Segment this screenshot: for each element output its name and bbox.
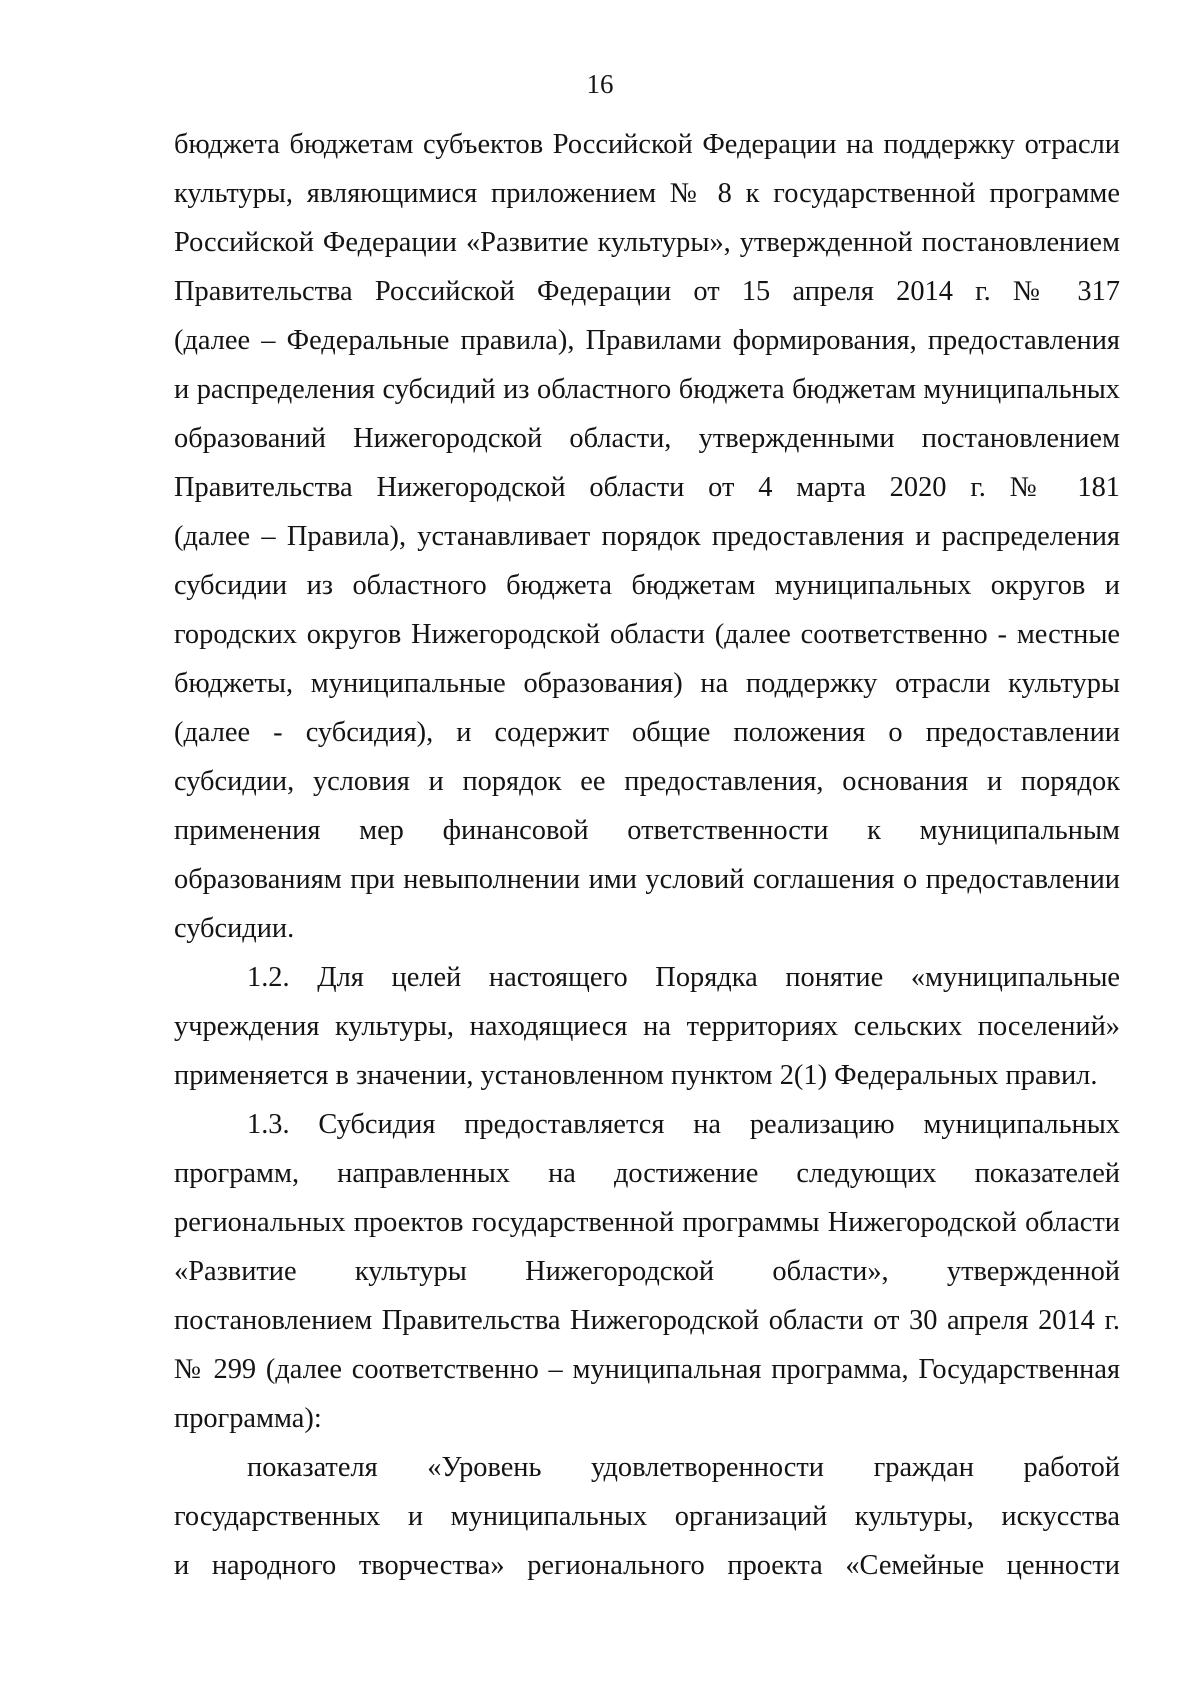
text-line: государственных и муниципальных организаций культуры, искусства: [174, 1501, 1120, 1532]
text-line: применения мер финансовой ответственности к муниципальным: [174, 815, 1120, 846]
text-line: и распределения субсидий из областного бюджета бюджетам муниципальных: [174, 374, 1120, 405]
text-line: (далее – Правила), устанавливает порядок предоставления и распределения: [174, 521, 1120, 552]
text-line: постановлением Правительства Нижегородской области от 30 апреля 2014 г.: [174, 1305, 1120, 1336]
text-line: и народного творчества» регионального проекта «Семейные ценности: [174, 1550, 1120, 1581]
text-line: 1.3. Субсидия предоставляется на реализацию муниципальных: [247, 1109, 1120, 1140]
text-line: Правительства Нижегородской области от 4 марта 2020 г. № 181: [174, 472, 1120, 503]
text-line: бюджета бюджетам субъектов Российской Федерации на поддержку отрасли: [174, 129, 1120, 160]
text-line: бюджеты, муниципальные образования) на поддержку отрасли культуры: [174, 668, 1120, 699]
text-line: субсидии.: [174, 913, 295, 944]
text-line: (далее - субсидия), и содержит общие положения о предоставлении: [174, 717, 1120, 748]
text-line: региональных проектов государственной программы Нижегородской области: [174, 1207, 1120, 1238]
document-body: [174, 120, 1120, 1590]
text-line: применяется в значении, установленном пунктом 2(1) Федеральных правил.: [174, 1060, 1098, 1091]
text-line: субсидии, условия и порядок ее предоставления, основания и порядок: [174, 766, 1120, 797]
text-line: образований Нижегородской области, утвержденными постановлением: [174, 423, 1120, 454]
text-line: городских округов Нижегородской области (далее соответственно - местные: [174, 619, 1120, 650]
page-number: 16: [586, 69, 614, 99]
text-line: субсидии из областного бюджета бюджетам муниципальных округов и: [174, 570, 1120, 601]
text-line: программ, направленных на достижение следующих показателей: [174, 1158, 1120, 1189]
text-line: культуры, являющимися приложением № 8 к государственной программе: [174, 178, 1120, 209]
text-line: учреждения культуры, находящиеся на территориях сельских поселений»: [174, 1011, 1120, 1042]
text-line: № 299 (далее соответственно – муниципальная программа, Государственная: [174, 1354, 1120, 1385]
text-line: 1.2. Для целей настоящего Порядка понятие «муниципальные: [247, 962, 1120, 993]
text-line: образованиям при невыполнении ими условий соглашения о предоставлении: [174, 864, 1120, 895]
text-line: «Развитие культуры Нижегородской области», утвержденной: [174, 1256, 1120, 1287]
text-line: программа):: [174, 1403, 322, 1434]
text-line: показателя «Уровень удовлетворенности граждан работой: [247, 1452, 1120, 1483]
text-line: Правительства Российской Федерации от 15 апреля 2014 г. № 317: [174, 276, 1120, 307]
text-line: (далее – Федеральные правила), Правилами формирования, предоставления: [174, 325, 1120, 356]
text-line: Российской Федерации «Развитие культуры», утвержденной постановлением: [174, 227, 1120, 258]
